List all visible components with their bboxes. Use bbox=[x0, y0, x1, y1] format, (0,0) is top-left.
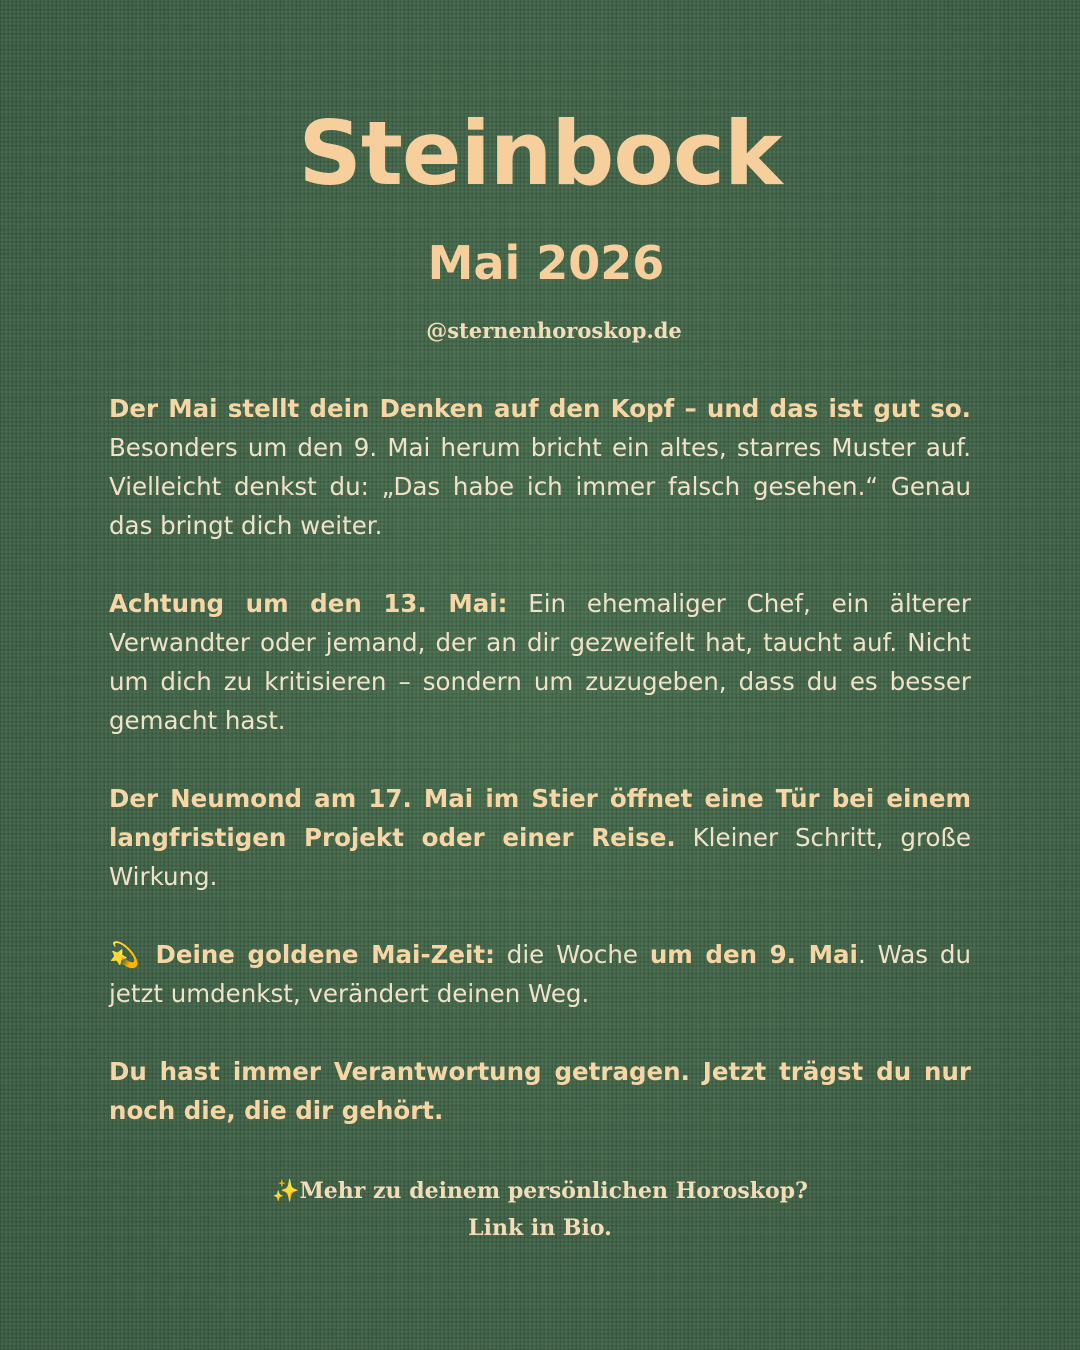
paragraph-warning-lead: Achtung um den 13. Mai: bbox=[109, 589, 508, 618]
footer-cta-text: Mehr zu deinem persönlichen Horoskop? bbox=[299, 1178, 808, 1204]
paragraph-intro-lead: Der Mai stellt dein Denken auf den Kopf – und das ist gut so. bbox=[109, 394, 971, 423]
sparkles-icon: ✨ bbox=[272, 1179, 300, 1204]
paragraph-warning bbox=[109, 584, 971, 740]
paragraph-golden-time-text-b: . Was du jetzt umdenkst, verändert deinen Weg. bbox=[109, 940, 971, 1008]
paragraph-closing-text: Du hast immer Verantwortung getragen. Jetzt trägst du nur noch die, die dir gehört. bbox=[109, 1057, 971, 1125]
page-subtitle: Mai 2026 bbox=[427, 236, 665, 290]
footer-line-1 bbox=[0, 1173, 1080, 1210]
footer-line-2: Link in Bio. bbox=[468, 1215, 612, 1241]
paragraph-golden-time bbox=[109, 935, 971, 1013]
paragraph-golden-time-date: um den 9. Mai bbox=[649, 940, 858, 969]
page-title: Steinbock bbox=[298, 102, 782, 205]
paragraph-new-moon-text: Kleiner Schritt, große Wirkung. bbox=[109, 823, 971, 891]
paragraph-closing bbox=[109, 1052, 971, 1130]
paragraph-golden-time-lead: Deine goldene Mai-Zeit: bbox=[155, 940, 495, 969]
horoscope-body bbox=[109, 389, 971, 1169]
paragraph-warning-text: Ein ehemaliger Chef, ein älterer Verwandter oder jemand, der an dir gezweifelt hat, taucht auf. Nicht um dich zu kritisieren – sondern um zuzugeben, dass du es besser gemacht hast. bbox=[109, 589, 971, 735]
dizzy-star-icon: 💫 bbox=[109, 940, 144, 969]
footer-cta bbox=[0, 1173, 1080, 1246]
social-handle: @sternenhoroskop.de bbox=[426, 318, 682, 343]
paragraph-intro-text: Besonders um den 9. Mai herum bricht ein altes, starres Muster auf. Vielleicht denkst du: „Das habe ich immer falsch gesehen.“ Genau das bringt dich weiter. bbox=[109, 433, 971, 540]
paragraph-new-moon-lead: Der Neumond am 17. Mai im Stier öffnet eine Tür bei einem langfristigen Projekt oder einer Reise. bbox=[109, 784, 971, 852]
paragraph-golden-time-text-a: die Woche bbox=[494, 940, 650, 969]
paragraph-new-moon bbox=[109, 779, 971, 896]
paragraph-intro bbox=[109, 389, 971, 545]
